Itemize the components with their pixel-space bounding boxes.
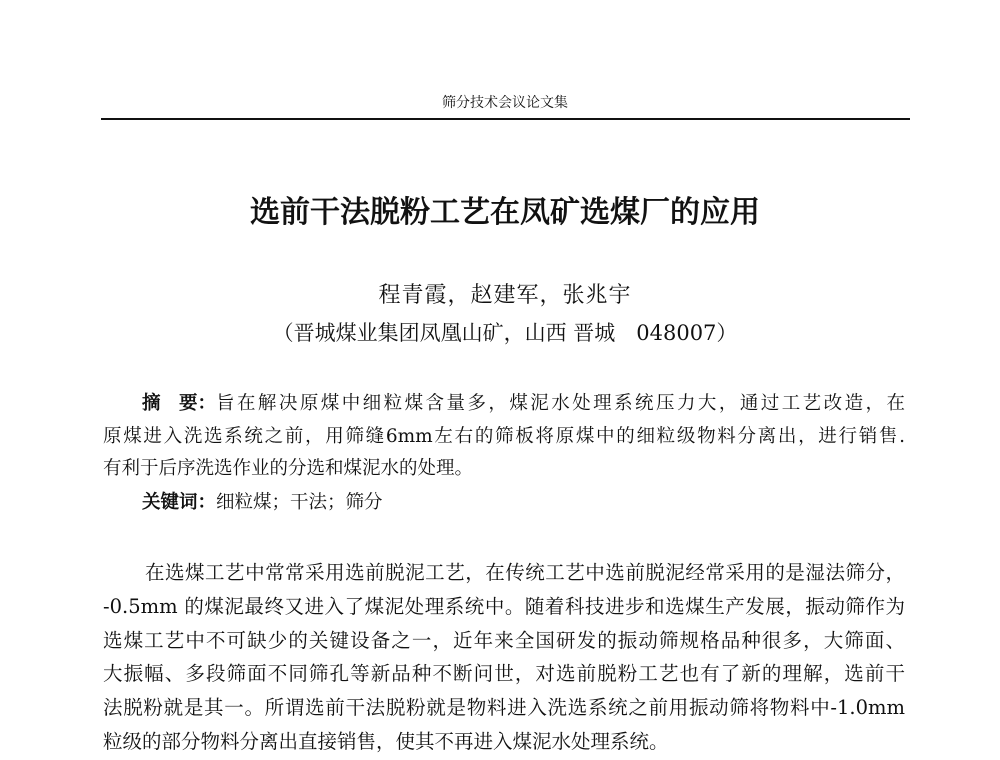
abstract-label: 摘 要： — [142, 393, 217, 414]
affiliation: （晋城煤业集团凤凰山矿，山西 晋城 048007） — [272, 321, 738, 345]
running-title: 筛分技术会议论文集 — [442, 95, 568, 111]
author-list: 程青霞，赵建军，张兆宇 — [378, 283, 632, 308]
body-line-5: 法脱粉就是其一。所谓选前干法脱粉就是物料进入洗选系统之前用振动筛将物料中-1.0mm — [103, 696, 905, 719]
header-rule — [101, 118, 910, 120]
keywords-text: 细粒煤；干法；筛分 — [216, 492, 383, 513]
abstract-line-2: 原煤进入洗选系统之前，用筛缝6mm左右的筛板将原煤中的细粒级物料分离出，进行销售. — [103, 426, 905, 447]
body-line-6: 粒级的部分物料分离出直接销售，使其不再进入煤泥水处理系统。 — [103, 730, 669, 753]
body-line-3: 选煤工艺中不可缺少的关键设备之一，近年来全国研发的振动筛规格品种很多，大筛面、 — [103, 629, 905, 652]
body-line-2: -0.5mm 的煤泥最终又进入了煤泥处理系统中。随着科技进步和选煤生产发展，振动筛作为 — [103, 595, 905, 618]
keywords-label: 关键词： — [142, 492, 217, 513]
paper-title: 选前干法脱粉工艺在凤矿选煤厂的应用 — [250, 195, 760, 230]
keywords-line — [142, 490, 905, 516]
body-line-4: 大振幅、多段筛面不同筛孔等新品种不断问世，对选前脱粉工艺也有了新的理解，选前干 — [103, 662, 905, 685]
abstract-line-1 — [142, 391, 905, 417]
body-line-1: 在选煤工艺中常常采用选前脱泥工艺，在传统工艺中选前脱泥经常采用的是湿法筛分， — [145, 561, 905, 584]
abstract-line-3: 有利于后序洗选作业的分选和煤泥水的处理。 — [103, 458, 474, 479]
abstract-text: 旨在解决原煤中细粒煤含量多，煤泥水处理系统压力大，通过工艺改造，在 — [216, 393, 905, 414]
